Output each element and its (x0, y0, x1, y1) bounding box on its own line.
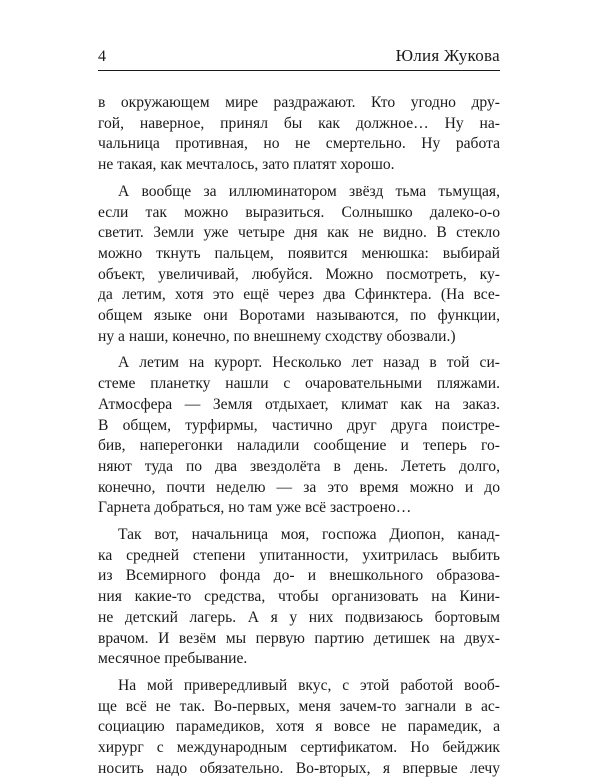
text-line: врачом. И везём мы первую партию детишек на двух- (98, 629, 500, 647)
text-line: гой, наверное, принял бы как должное… Ну на- (98, 114, 500, 132)
text-line: социацию парамедиков, хотя я вовсе не парамедик, а (98, 718, 500, 736)
text-line: ка средней степени упитанности, ухитрилась выбить (98, 546, 500, 564)
text-line: ще всё не так. Во-первых, меня зачем-то загнали в ас- (98, 697, 500, 715)
text-line: общем языке они Воротами называются, по функции, (98, 307, 500, 325)
text-line: бив, наперегонки наладили сообщение и теперь го- (98, 437, 500, 455)
text-line: хирург с международным сертификатом. Но бейджик (98, 739, 500, 757)
text-line: няют туда по два звездолёта в день. Лететь долго, (98, 457, 500, 475)
text-line: не детский лагерь. А я у них подвизаюсь бортовым (98, 608, 500, 626)
text-line: ну а наши, конечно, по внешнему сходству обозвали.) (98, 327, 456, 345)
text-line: В общем, турфирмы, частично друг друга поистре- (98, 416, 500, 434)
text-line: конечно, почти неделю — за это время можно и до (98, 478, 500, 496)
text-line: А вообще за иллюминатором звёзд тьма тьмущая, (118, 182, 500, 200)
text-line: месячное пребывание. (98, 650, 248, 668)
text-line: Атмосфера — Земля отдыхает, климат как на заказ. (98, 395, 500, 413)
running-author: Юлия Жукова (395, 46, 500, 65)
paragraph (98, 93, 500, 176)
body-text (98, 93, 500, 780)
text-line: Гарнета добраться, но там уже всё застроено… (98, 499, 412, 517)
text-line: А летим на курорт. Несколько лет назад в той си- (118, 354, 500, 372)
text-line: чальница противная, но не смертельно. Ну работа (98, 135, 500, 153)
text-line: светит. Земли уже четыре дня как не видно. В стекло (98, 224, 500, 242)
text-line: На мой привередливый вкус, с этой работой вооб- (118, 676, 500, 694)
running-header (98, 44, 500, 71)
text-line: носить надо обязательно. Во-вторых, я впервые лечу (98, 759, 500, 777)
text-line: да летим, хотя это ещё через два Сфинктера. (На все- (98, 286, 500, 304)
paragraph (98, 353, 500, 519)
text-line: Так вот, начальница моя, госпожа Диопон, канад- (118, 526, 500, 544)
text-line: в окружающем мире раздражают. Кто угодно дру- (98, 94, 500, 111)
text-line: из Всемирного фонда до- и внешкольного образова- (98, 567, 500, 585)
text-line: ния какие-то средства, чтобы организовать на Кини- (98, 588, 500, 606)
text-line: можно ткнуть пальцем, появится менюшка: выбирай (98, 244, 500, 262)
paragraph (98, 525, 500, 670)
paragraph (98, 182, 500, 348)
text-line: если так можно выразиться. Солнышко далеко-о-о (98, 203, 500, 221)
page-number: 4 (98, 48, 106, 65)
text-line: не такая, как мечталось, зато платят хорошо. (98, 156, 395, 174)
paragraph (98, 676, 500, 780)
text-line: объект, увеличивай, любуйся. Можно посмотреть, ку- (98, 265, 500, 283)
text-line: стеме планетку нашли с очаровательными пляжами. (98, 375, 500, 393)
